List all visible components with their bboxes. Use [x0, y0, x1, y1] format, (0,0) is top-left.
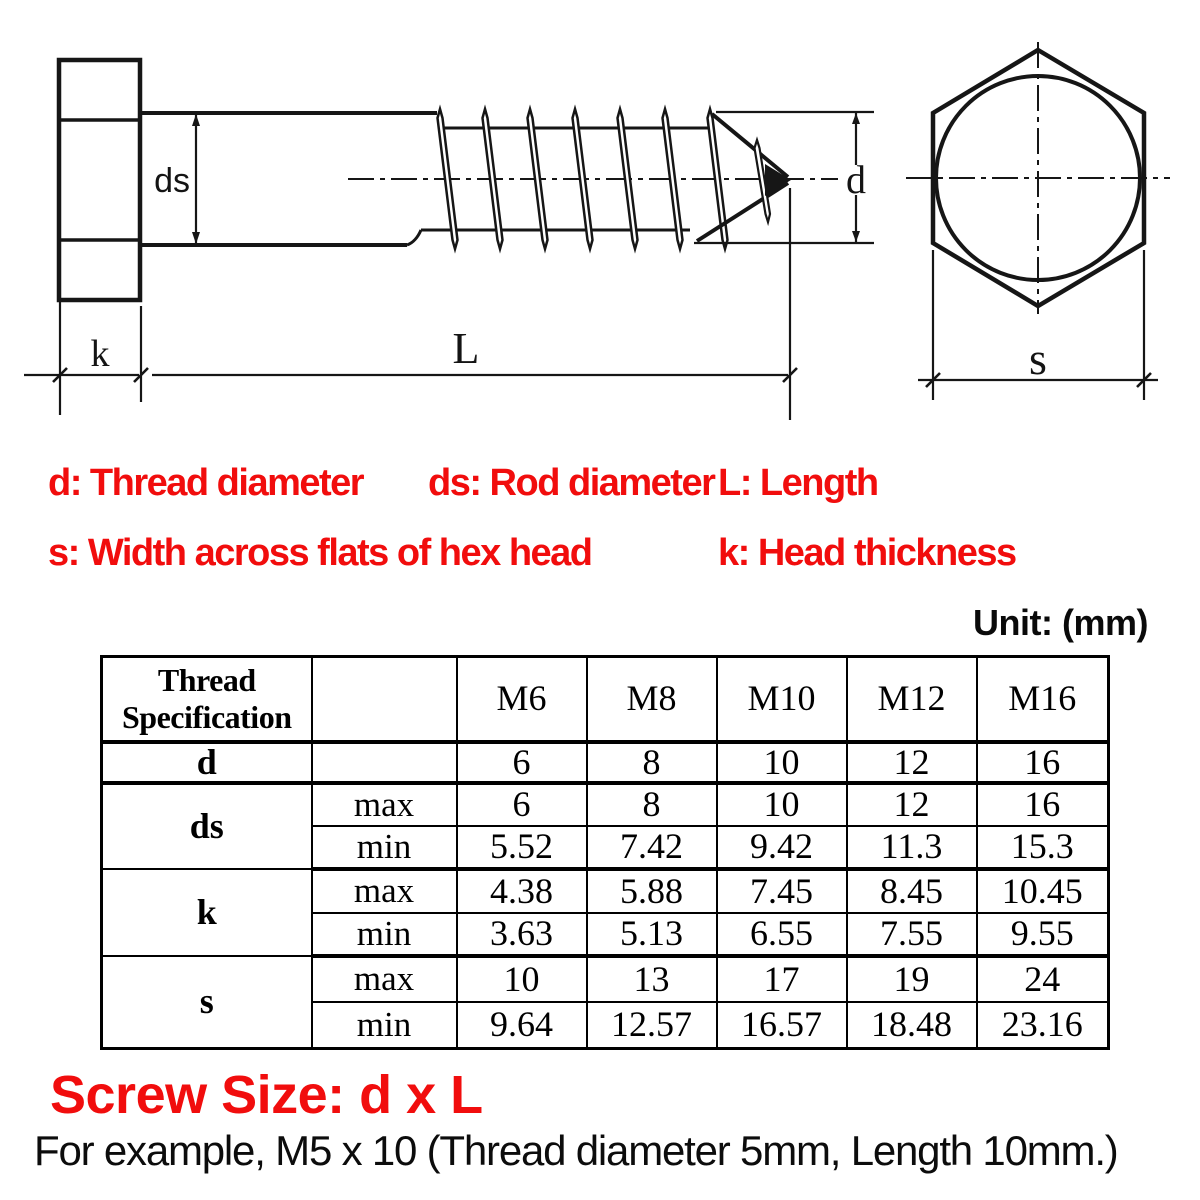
cell-k-min-sub: min [312, 913, 457, 956]
table-header-row [102, 657, 1109, 742]
header-m6: M6 [457, 657, 587, 742]
screw-size-example: For example, M5 x 10 (Thread diameter 5mm, Length 10mm.) [34, 1127, 1118, 1174]
cell-k-max-m16: 10.45 [977, 869, 1109, 913]
cell-ds-max-m16: 16 [977, 783, 1109, 826]
hexagon-centerlines [906, 42, 1170, 314]
row-label-k: k [102, 869, 312, 956]
header-thread-spec [102, 657, 312, 742]
header-thread-spec-line2: Specification [122, 698, 292, 735]
cell-k-max-m12: 8.45 [847, 869, 977, 913]
cell-k-max-m10: 7.45 [717, 869, 847, 913]
header-empty [312, 657, 457, 742]
header-m10: M10 [717, 657, 847, 742]
table-row-k-max [102, 869, 1109, 913]
cell-ds-max-sub: max [312, 783, 457, 826]
k-dim-label: k [90, 333, 110, 375]
cell-ds-min-sub: min [312, 826, 457, 869]
cell-s-max-sub: max [312, 956, 457, 1002]
row-label-ds: ds [102, 783, 312, 869]
cell-s-max-m12: 19 [847, 956, 977, 1002]
cell-s-max-m10: 17 [717, 956, 847, 1002]
cell-s-min-m12: 18.48 [847, 1002, 977, 1048]
row-label-d: d [102, 742, 312, 784]
spec-table [100, 655, 1110, 1050]
cell-ds-min-m8: 7.42 [587, 826, 717, 869]
cell-s-max-m8: 13 [587, 956, 717, 1002]
hex-head-facet-lines [59, 120, 140, 240]
cell-ds-max-m12: 12 [847, 783, 977, 826]
cell-d-m8: 8 [587, 742, 717, 784]
hex-head-outline [59, 60, 140, 300]
cell-d-m16: 16 [977, 742, 1109, 784]
cell-d-sub [312, 742, 457, 784]
ds-dim-label: ds [154, 162, 190, 200]
row-label-s: s [102, 956, 312, 1048]
header-thread-spec-line1: Thread [157, 661, 256, 698]
cell-ds-max-m8: 8 [587, 783, 717, 826]
legend-thread-diameter: d: Thread diameter [48, 462, 364, 504]
table-row-d [102, 742, 1109, 784]
cell-k-min-m10: 6.55 [717, 913, 847, 956]
cell-k-min-m16: 9.55 [977, 913, 1109, 956]
cell-s-min-m16: 23.16 [977, 1002, 1109, 1048]
cell-d-m6: 6 [457, 742, 587, 784]
cell-ds-max-m6: 6 [457, 783, 587, 826]
cell-k-max-m8: 5.88 [587, 869, 717, 913]
cell-k-max-sub: max [312, 869, 457, 913]
header-m12: M12 [847, 657, 977, 742]
legend-rod-diameter: ds: Rod diameter [428, 462, 715, 504]
cell-k-max-m6: 4.38 [457, 869, 587, 913]
cell-s-max-m6: 10 [457, 956, 587, 1002]
cell-ds-min-m10: 9.42 [717, 826, 847, 869]
cell-s-min-m10: 16.57 [717, 1002, 847, 1048]
legend-length: L: Length [718, 462, 878, 504]
cell-ds-min-m12: 11.3 [847, 826, 977, 869]
cell-d-m10: 10 [717, 742, 847, 784]
cell-ds-min-m16: 15.3 [977, 826, 1109, 869]
cell-s-min-sub: min [312, 1002, 457, 1048]
cell-ds-max-m10: 10 [717, 783, 847, 826]
legend-head-thickness: k: Head thickness [718, 532, 1016, 574]
header-m8: M8 [587, 657, 717, 742]
thread-runout-curve [407, 230, 421, 245]
unit-label: Unit: (mm) [973, 602, 1148, 643]
s-dim-label: s [1029, 333, 1047, 384]
legend-width-across-flats: s: Width across flats of hex head [48, 532, 592, 574]
cell-s-min-m8: 12.57 [587, 1002, 717, 1048]
cell-ds-min-m6: 5.52 [457, 826, 587, 869]
screw-technical-drawing [0, 0, 1200, 450]
cell-k-min-m6: 3.63 [457, 913, 587, 956]
cell-k-min-m12: 7.55 [847, 913, 977, 956]
d-dim-label: d [846, 157, 866, 202]
table-row-ds-max [102, 783, 1109, 826]
L-dim-label: L [452, 324, 480, 373]
cell-s-max-m16: 24 [977, 956, 1109, 1002]
screw-size-title: Screw Size: d x L [50, 1065, 483, 1125]
tip-cone-bottom [697, 183, 788, 241]
table-row-s-max [102, 956, 1109, 1002]
cell-s-min-m6: 9.64 [457, 1002, 587, 1048]
cell-d-m12: 12 [847, 742, 977, 784]
tip-cone-top [712, 114, 788, 177]
header-m16: M16 [977, 657, 1109, 742]
cell-k-min-m8: 5.13 [587, 913, 717, 956]
